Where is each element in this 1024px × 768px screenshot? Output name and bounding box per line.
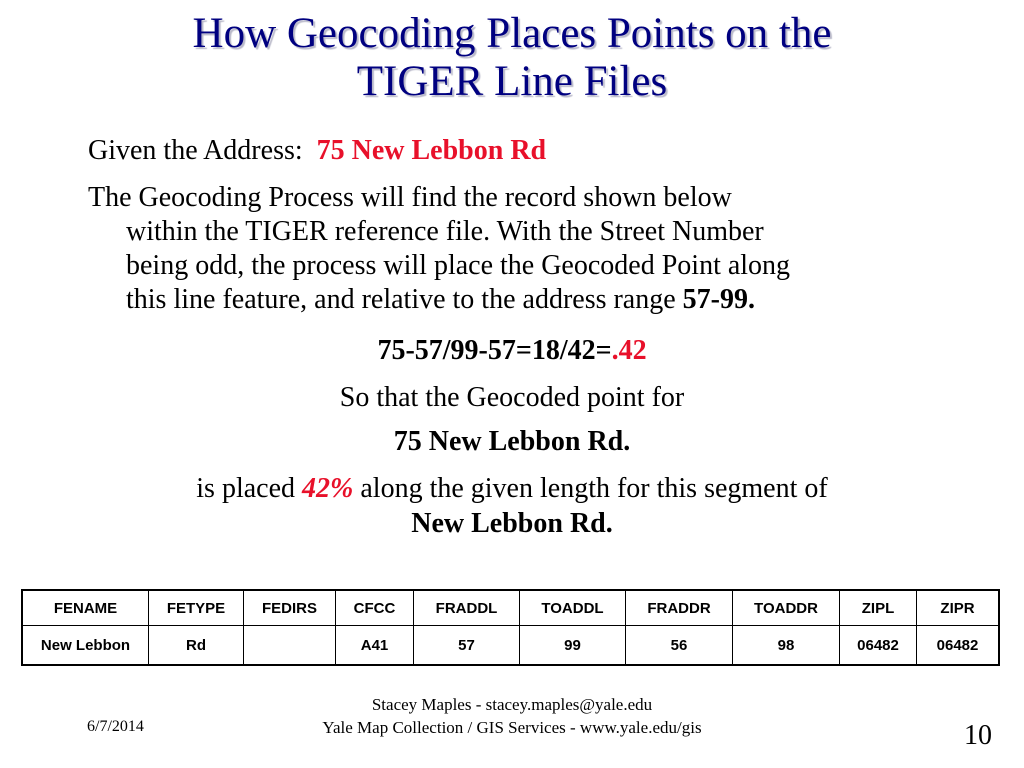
process-line-4 — [88, 283, 968, 317]
given-address-line — [88, 134, 546, 168]
table-cell: A41 — [336, 626, 414, 666]
slide-title-line-2: TIGER Line Files — [356, 58, 668, 105]
table-cell: New Lebbon — [22, 626, 149, 666]
table-header-row — [22, 590, 999, 626]
table-cell: 99 — [520, 626, 626, 666]
process-line-1: The Geocoding Process will find the record shown below — [88, 182, 732, 213]
address-bold-line: 75 New Lebbon Rd. — [393, 426, 631, 457]
table-header-cell: FEDIRS — [244, 590, 336, 626]
placed-prefix: is placed — [196, 473, 296, 504]
process-line-3: being odd, the process will place the Geocoded Point along — [126, 250, 791, 281]
table-cell: 06482 — [917, 626, 1000, 666]
street-bold-line: New Lebbon Rd. — [411, 508, 613, 539]
placed-line — [0, 471, 1024, 507]
table-cell: 56 — [626, 626, 733, 666]
given-address-value: 75 New Lebbon Rd — [316, 135, 547, 166]
table-header-cell: TOADDL — [520, 590, 626, 626]
table-header-cell: ZIPL — [840, 590, 917, 626]
table-cell: 57 — [414, 626, 520, 666]
given-address-label: Given the Address: — [88, 135, 303, 166]
slide-title-line-1: How Geocoding Places Points on the — [192, 10, 832, 57]
placed-suffix: along the given length for this segment of — [360, 473, 828, 504]
footer-credits — [0, 693, 1024, 739]
table-header-cell: FRADDR — [626, 590, 733, 626]
so-that-line: So that the Geocoded point for — [339, 382, 685, 413]
formula: 75-57/99-57=18/42= — [377, 335, 612, 366]
address-range: 57-99. — [682, 284, 755, 315]
formula-line — [0, 333, 1024, 369]
table-header-cell: FENAME — [22, 590, 149, 626]
table-header-cell: CFCC — [336, 590, 414, 626]
page-number: 10 — [964, 720, 992, 751]
slide-title — [0, 10, 1024, 106]
formula-result: .42 — [611, 335, 647, 366]
table-cell: 98 — [733, 626, 840, 666]
table-header-cell: FRADDL — [414, 590, 520, 626]
footer-organization: Yale Map Collection / GIS Services - www.yale.edu/gis — [322, 718, 702, 737]
process-line-4-text: this line feature, and relative to the address range — [126, 284, 676, 315]
table-header-cell: TOADDR — [733, 590, 840, 626]
footer-date: 6/7/2014 — [87, 718, 144, 735]
table-header-cell: FETYPE — [149, 590, 244, 626]
table-cell: 06482 — [840, 626, 917, 666]
table-cell: Rd — [149, 626, 244, 666]
process-description — [88, 181, 968, 317]
tiger-record-table — [21, 589, 1000, 666]
process-line-2: within the TIGER reference file. With the Street Number — [126, 216, 764, 247]
table-header-cell: ZIPR — [917, 590, 1000, 626]
table-row — [22, 626, 999, 666]
footer-author: Stacey Maples - stacey.maples@yale.edu — [371, 695, 653, 714]
table-cell — [244, 626, 336, 666]
placed-percent: 42% — [302, 473, 354, 504]
